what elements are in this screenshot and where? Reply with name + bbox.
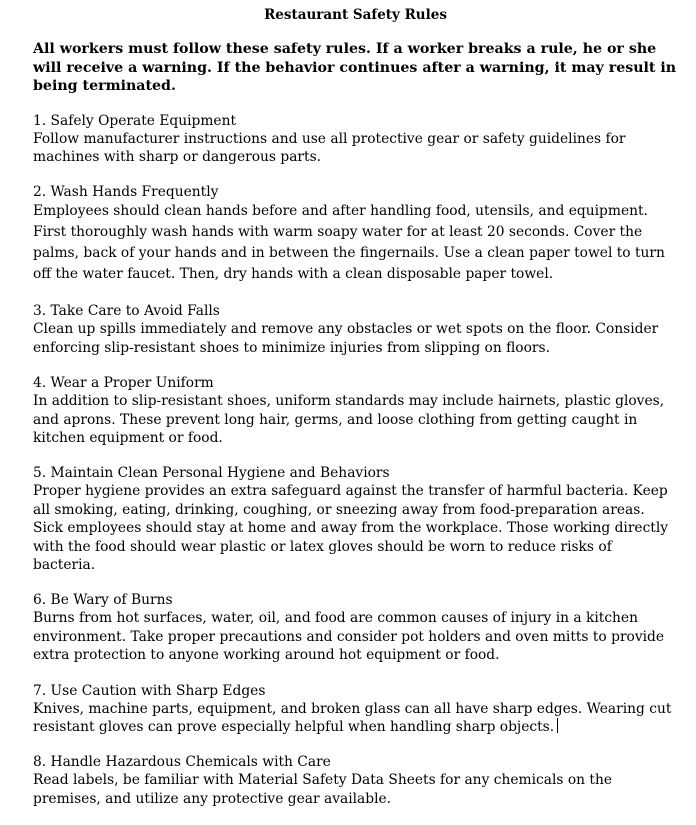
rule-heading: 4. Wear a Proper Uniform xyxy=(33,375,214,392)
rule-item xyxy=(33,302,678,357)
rule-body: Clean up spills immediately and remove any obstacles or wet spots on the floor. Consider enforcing slip-resistant shoes to minimize injuries from slipping on floors. xyxy=(33,321,659,356)
rule-item xyxy=(33,591,678,664)
rule-item xyxy=(33,183,678,285)
document-page[interactable] xyxy=(33,6,678,825)
intro-paragraph: All workers must follow these safety rules. If a worker breaks a rule, he or she will receive a warning. If the behavior continues after a warning, it may result in being terminated. xyxy=(33,41,677,94)
rule-body: Follow manufacturer instructions and use all protective gear or safety guidelines for machines with sharp or dangerous parts. xyxy=(33,130,626,165)
rule-heading: 8. Handle Hazardous Chemicals with Care xyxy=(33,754,331,771)
rule-body-text: Knives, machine parts, equipment, and broken glass can all have sharp edges. Wearing cut resistant gloves can prove especially helpful when handling sharp objects. xyxy=(33,700,672,735)
rule-heading: 3. Take Care to Avoid Falls xyxy=(33,303,220,320)
rule-item xyxy=(33,753,678,808)
rule-body: Proper hygiene provides an extra safeguard against the transfer of harmful bacteria. Keep all smoking, eating, drinking, coughing, or sneezing away from food-preparation areas. Sick employees should stay at home and away from the workplace. Those working directly with the food should wear plastic or latex gloves should be worn to reduce risks of bacteria. xyxy=(33,483,669,573)
rule-item xyxy=(33,682,678,737)
text-cursor xyxy=(557,718,558,733)
rule-body-with-cursor xyxy=(33,700,678,737)
rule-heading: 1. Safely Operate Equipment xyxy=(33,112,237,129)
rule-body: Read labels, be familiar with Material Safety Data Sheets for any chemicals on the premises, and utilize any protective gear available. xyxy=(33,772,613,807)
rule-heading: 5. Maintain Clean Personal Hygiene and Behaviors xyxy=(33,465,390,482)
rule-heading: 2. Wash Hands Frequently xyxy=(33,184,219,201)
rule-heading: 7. Use Caution with Sharp Edges xyxy=(33,682,266,699)
rule-item xyxy=(33,464,678,574)
rule-body: Burns from hot surfaces, water, oil, and food are common causes of injury in a kitchen environment. Take proper precautions and consider pot holders and oven mitts to provide extra protection to anyone working around hot equipment or food. xyxy=(33,610,665,664)
rule-item xyxy=(33,374,678,447)
rule-body: Employees should clean hands before and after handling food, utensils, and equipment. First thoroughly wash hands with warm soapy water for at least 20 seconds. Cover the palms, back of your hands and in between the fingernails. Use a clean paper towel to turn off the water faucet. Then, dry hands with a clean disposable paper towel. xyxy=(33,203,665,283)
rule-heading: 6. Be Wary of Burns xyxy=(33,592,173,609)
rule-body: In addition to slip-resistant shoes, uniform standards may include hairnets, plastic gloves, and aprons. These prevent long hair, germs, and loose clothing from getting caught in kitchen equipment or food. xyxy=(33,393,665,446)
document-title: Restaurant Safety Rules xyxy=(264,7,447,23)
rule-item xyxy=(33,112,678,167)
